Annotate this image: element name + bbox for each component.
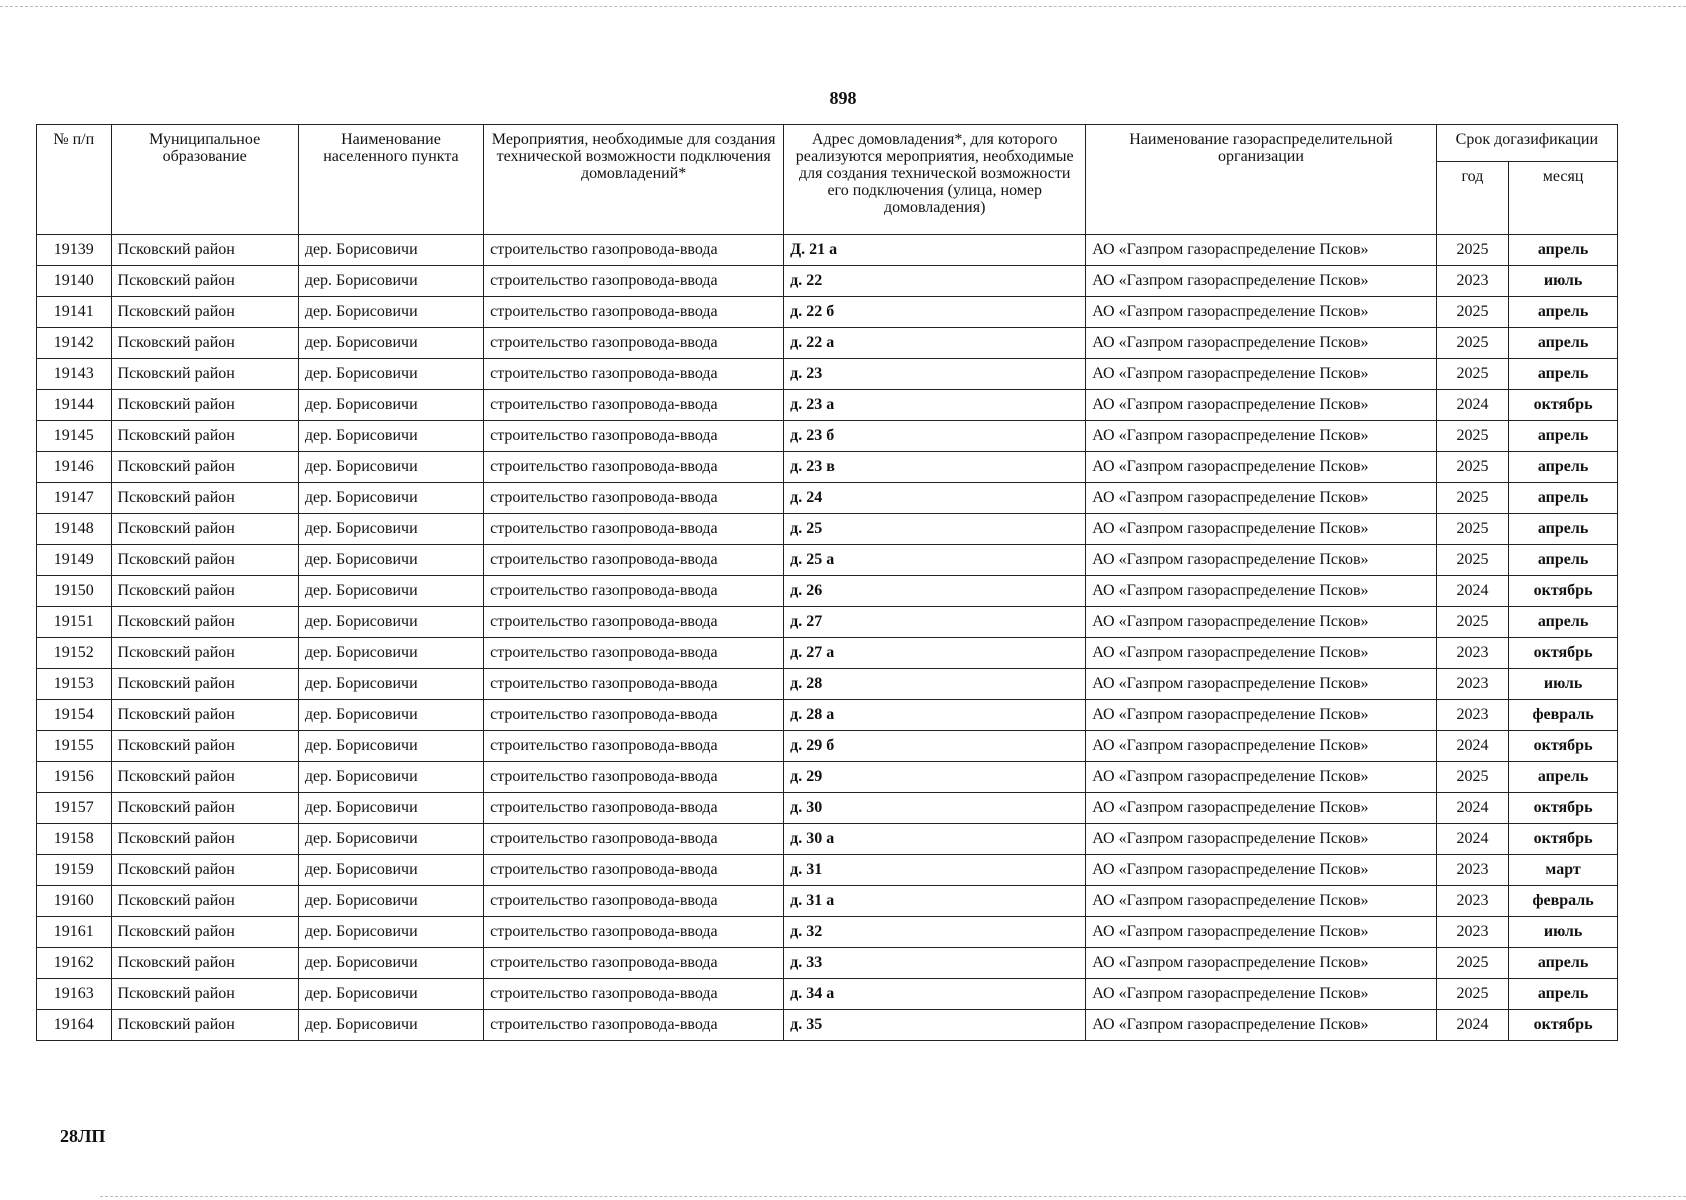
cell-address: д. 28 <box>784 669 1086 700</box>
cell-measure: строительство газопровода-ввода <box>484 328 784 359</box>
cell-settlement: дер. Борисовичи <box>298 483 483 514</box>
cell-year: 2025 <box>1436 359 1509 390</box>
cell-address: д. 29 <box>784 762 1086 793</box>
table-row <box>37 762 1618 793</box>
cell-municipality: Псковский район <box>111 731 298 762</box>
cell-gas-org: АО «Газпром газораспределение Псков» <box>1086 297 1436 328</box>
cell-num: 19162 <box>37 948 112 979</box>
cell-num: 19147 <box>37 483 112 514</box>
cell-year: 2024 <box>1436 576 1509 607</box>
cell-year: 2025 <box>1436 328 1509 359</box>
cell-gas-org: АО «Газпром газораспределение Псков» <box>1086 793 1436 824</box>
cell-settlement: дер. Борисовичи <box>298 762 483 793</box>
cell-address: д. 22 а <box>784 328 1086 359</box>
cell-gas-org: АО «Газпром газораспределение Псков» <box>1086 235 1436 266</box>
cell-year: 2024 <box>1436 731 1509 762</box>
cell-measure: строительство газопровода-ввода <box>484 452 784 483</box>
cell-settlement: дер. Борисовичи <box>298 421 483 452</box>
cell-month: октябрь <box>1509 824 1618 855</box>
cell-settlement: дер. Борисовичи <box>298 452 483 483</box>
cell-year: 2025 <box>1436 545 1509 576</box>
cell-gas-org: АО «Газпром газораспределение Псков» <box>1086 452 1436 483</box>
cell-month: апрель <box>1509 297 1618 328</box>
cell-settlement: дер. Борисовичи <box>298 328 483 359</box>
cell-municipality: Псковский район <box>111 576 298 607</box>
cell-municipality: Псковский район <box>111 979 298 1010</box>
cell-address: д. 26 <box>784 576 1086 607</box>
cell-month: октябрь <box>1509 638 1618 669</box>
cell-num: 19149 <box>37 545 112 576</box>
table-row <box>37 359 1618 390</box>
cell-gas-org: АО «Газпром газораспределение Псков» <box>1086 607 1436 638</box>
cell-measure: строительство газопровода-ввода <box>484 483 784 514</box>
cell-municipality: Псковский район <box>111 638 298 669</box>
cell-month: апрель <box>1509 514 1618 545</box>
table-row <box>37 514 1618 545</box>
cell-municipality: Псковский район <box>111 328 298 359</box>
cell-num: 19156 <box>37 762 112 793</box>
table-row <box>37 948 1618 979</box>
header-gas-org: Наименование газораспределительной организации <box>1086 125 1436 235</box>
cell-address: д. 30 а <box>784 824 1086 855</box>
page-number: 898 <box>829 88 857 108</box>
cell-measure: строительство газопровода-ввода <box>484 855 784 886</box>
cell-measure: строительство газопровода-ввода <box>484 638 784 669</box>
table-row <box>37 328 1618 359</box>
cell-gas-org: АО «Газпром газораспределение Псков» <box>1086 390 1436 421</box>
cell-year: 2025 <box>1436 235 1509 266</box>
cell-num: 19151 <box>37 607 112 638</box>
table-row <box>37 638 1618 669</box>
cell-address: д. 33 <box>784 948 1086 979</box>
table-row <box>37 266 1618 297</box>
cell-address: д. 25 а <box>784 545 1086 576</box>
cell-municipality: Псковский район <box>111 824 298 855</box>
cell-municipality: Псковский район <box>111 266 298 297</box>
cell-year: 2025 <box>1436 514 1509 545</box>
header-month: месяц <box>1509 162 1618 235</box>
cell-municipality: Псковский район <box>111 886 298 917</box>
cell-settlement: дер. Борисовичи <box>298 948 483 979</box>
cell-month: июль <box>1509 917 1618 948</box>
cell-year: 2025 <box>1436 483 1509 514</box>
cell-num: 19146 <box>37 452 112 483</box>
cell-measure: строительство газопровода-ввода <box>484 917 784 948</box>
cell-year: 2025 <box>1436 297 1509 328</box>
cell-month: апрель <box>1509 979 1618 1010</box>
table-row <box>37 235 1618 266</box>
table-row <box>37 855 1618 886</box>
table-row <box>37 545 1618 576</box>
cell-year: 2023 <box>1436 886 1509 917</box>
cell-municipality: Псковский район <box>111 514 298 545</box>
cell-month: апрель <box>1509 452 1618 483</box>
cell-measure: строительство газопровода-ввода <box>484 514 784 545</box>
cell-gas-org: АО «Газпром газораспределение Псков» <box>1086 266 1436 297</box>
cell-municipality: Псковский район <box>111 452 298 483</box>
cell-month: апрель <box>1509 483 1618 514</box>
table-row <box>37 421 1618 452</box>
cell-num: 19160 <box>37 886 112 917</box>
cell-settlement: дер. Борисовичи <box>298 576 483 607</box>
cell-num: 19153 <box>37 669 112 700</box>
cell-year: 2025 <box>1436 762 1509 793</box>
cell-municipality: Псковский район <box>111 545 298 576</box>
cell-gas-org: АО «Газпром газораспределение Псков» <box>1086 917 1436 948</box>
cell-settlement: дер. Борисовичи <box>298 359 483 390</box>
cell-municipality: Псковский район <box>111 669 298 700</box>
cell-gas-org: АО «Газпром газораспределение Псков» <box>1086 824 1436 855</box>
cell-year: 2025 <box>1436 421 1509 452</box>
table-row <box>37 793 1618 824</box>
cell-municipality: Псковский район <box>111 483 298 514</box>
cell-num: 19145 <box>37 421 112 452</box>
cell-num: 19158 <box>37 824 112 855</box>
cell-year: 2025 <box>1436 607 1509 638</box>
cell-measure: строительство газопровода-ввода <box>484 731 784 762</box>
cell-num: 19161 <box>37 917 112 948</box>
cell-settlement: дер. Борисовичи <box>298 390 483 421</box>
cell-num: 19141 <box>37 297 112 328</box>
table-row <box>37 917 1618 948</box>
cell-num: 19152 <box>37 638 112 669</box>
cell-settlement: дер. Борисовичи <box>298 514 483 545</box>
cell-settlement: дер. Борисовичи <box>298 607 483 638</box>
cell-settlement: дер. Борисовичи <box>298 824 483 855</box>
cell-gas-org: АО «Газпром газораспределение Псков» <box>1086 855 1436 886</box>
cell-address: д. 28 а <box>784 700 1086 731</box>
table-row <box>37 731 1618 762</box>
cell-gas-org: АО «Газпром газораспределение Псков» <box>1086 948 1436 979</box>
cell-gas-org: АО «Газпром газораспределение Псков» <box>1086 359 1436 390</box>
cell-measure: строительство газопровода-ввода <box>484 1010 784 1041</box>
cell-municipality: Псковский район <box>111 917 298 948</box>
cell-gas-org: АО «Газпром газораспределение Псков» <box>1086 731 1436 762</box>
cell-gas-org: АО «Газпром газораспределение Псков» <box>1086 576 1436 607</box>
cell-num: 19150 <box>37 576 112 607</box>
cell-measure: строительство газопровода-ввода <box>484 266 784 297</box>
cell-month: апрель <box>1509 545 1618 576</box>
cell-month: апрель <box>1509 762 1618 793</box>
cell-settlement: дер. Борисовичи <box>298 700 483 731</box>
cell-address: д. 23 <box>784 359 1086 390</box>
header-municipality: Муниципальное образование <box>111 125 298 235</box>
cell-measure: строительство газопровода-ввода <box>484 576 784 607</box>
cell-month: октябрь <box>1509 576 1618 607</box>
cell-year: 2023 <box>1436 917 1509 948</box>
cell-settlement: дер. Борисовичи <box>298 266 483 297</box>
cell-municipality: Псковский район <box>111 762 298 793</box>
cell-year: 2024 <box>1436 1010 1509 1041</box>
cell-measure: строительство газопровода-ввода <box>484 669 784 700</box>
cell-num: 19163 <box>37 979 112 1010</box>
cell-measure: строительство газопровода-ввода <box>484 824 784 855</box>
cell-address: д. 29 б <box>784 731 1086 762</box>
cell-municipality: Псковский район <box>111 297 298 328</box>
cell-month: июль <box>1509 669 1618 700</box>
cell-settlement: дер. Борисовичи <box>298 731 483 762</box>
cell-measure: строительство газопровода-ввода <box>484 948 784 979</box>
cell-gas-org: АО «Газпром газораспределение Псков» <box>1086 638 1436 669</box>
cell-measure: строительство газопровода-ввода <box>484 700 784 731</box>
cell-settlement: дер. Борисовичи <box>298 793 483 824</box>
cell-gas-org: АО «Газпром газораспределение Псков» <box>1086 762 1436 793</box>
cell-measure: строительство газопровода-ввода <box>484 297 784 328</box>
header-measures: Мероприятия, необходимые для создания технической возможности подключения домовладений* <box>484 125 784 235</box>
cell-gas-org: АО «Газпром газораспределение Псков» <box>1086 514 1436 545</box>
cell-measure: строительство газопровода-ввода <box>484 390 784 421</box>
cell-gas-org: АО «Газпром газораспределение Псков» <box>1086 483 1436 514</box>
cell-municipality: Псковский район <box>111 235 298 266</box>
cell-month: апрель <box>1509 359 1618 390</box>
cell-month: июль <box>1509 266 1618 297</box>
table-body <box>37 235 1618 1041</box>
cell-settlement: дер. Борисовичи <box>298 917 483 948</box>
cell-measure: строительство газопровода-ввода <box>484 359 784 390</box>
cell-year: 2023 <box>1436 669 1509 700</box>
cell-num: 19157 <box>37 793 112 824</box>
cell-settlement: дер. Борисовичи <box>298 545 483 576</box>
cell-address: д. 27 <box>784 607 1086 638</box>
cell-settlement: дер. Борисовичи <box>298 669 483 700</box>
cell-municipality: Псковский район <box>111 793 298 824</box>
cell-month: октябрь <box>1509 793 1618 824</box>
cell-num: 19144 <box>37 390 112 421</box>
cell-gas-org: АО «Газпром газораспределение Псков» <box>1086 1010 1436 1041</box>
cell-address: д. 22 <box>784 266 1086 297</box>
cell-address: д. 30 <box>784 793 1086 824</box>
cell-num: 19155 <box>37 731 112 762</box>
cell-gas-org: АО «Газпром газораспределение Псков» <box>1086 328 1436 359</box>
cell-year: 2023 <box>1436 700 1509 731</box>
cell-settlement: дер. Борисовичи <box>298 235 483 266</box>
cell-num: 19159 <box>37 855 112 886</box>
cell-year: 2024 <box>1436 793 1509 824</box>
table-row <box>37 576 1618 607</box>
header-settlement: Наименование населенного пункта <box>298 125 483 235</box>
cell-year: 2023 <box>1436 855 1509 886</box>
cell-year: 2023 <box>1436 266 1509 297</box>
table-row <box>37 390 1618 421</box>
cell-measure: строительство газопровода-ввода <box>484 607 784 638</box>
cell-address: д. 25 <box>784 514 1086 545</box>
table-row <box>37 886 1618 917</box>
cell-measure: строительство газопровода-ввода <box>484 762 784 793</box>
cell-address: д. 32 <box>784 917 1086 948</box>
cell-month: октябрь <box>1509 1010 1618 1041</box>
cell-year: 2024 <box>1436 390 1509 421</box>
table-row <box>37 607 1618 638</box>
cell-municipality: Псковский район <box>111 607 298 638</box>
cell-settlement: дер. Борисовичи <box>298 638 483 669</box>
cell-year: 2024 <box>1436 824 1509 855</box>
cell-year: 2023 <box>1436 638 1509 669</box>
cell-month: октябрь <box>1509 390 1618 421</box>
cell-month: апрель <box>1509 421 1618 452</box>
cell-address: д. 27 а <box>784 638 1086 669</box>
cell-gas-org: АО «Газпром газораспределение Псков» <box>1086 886 1436 917</box>
cell-measure: строительство газопровода-ввода <box>484 545 784 576</box>
cell-address: д. 35 <box>784 1010 1086 1041</box>
cell-num: 19140 <box>37 266 112 297</box>
scan-top-edge <box>0 6 1686 8</box>
cell-address: д. 31 а <box>784 886 1086 917</box>
header-num: № п/п <box>37 125 112 235</box>
cell-year: 2025 <box>1436 452 1509 483</box>
header-term: Срок догазификации <box>1436 125 1617 162</box>
table-row <box>37 452 1618 483</box>
cell-gas-org: АО «Газпром газораспределение Псков» <box>1086 979 1436 1010</box>
cell-municipality: Псковский район <box>111 855 298 886</box>
cell-address: д. 23 б <box>784 421 1086 452</box>
table-row <box>37 297 1618 328</box>
cell-num: 19143 <box>37 359 112 390</box>
cell-settlement: дер. Борисовичи <box>298 886 483 917</box>
cell-measure: строительство газопровода-ввода <box>484 793 784 824</box>
footer-code: 28ЛП <box>60 1126 106 1146</box>
cell-settlement: дер. Борисовичи <box>298 979 483 1010</box>
cell-address: Д. 21 а <box>784 235 1086 266</box>
cell-municipality: Псковский район <box>111 1010 298 1041</box>
cell-address: д. 24 <box>784 483 1086 514</box>
cell-settlement: дер. Борисовичи <box>298 855 483 886</box>
cell-municipality: Псковский район <box>111 421 298 452</box>
cell-gas-org: АО «Газпром газораспределение Псков» <box>1086 700 1436 731</box>
cell-municipality: Псковский район <box>111 700 298 731</box>
cell-month: апрель <box>1509 235 1618 266</box>
cell-num: 19139 <box>37 235 112 266</box>
table-row <box>37 483 1618 514</box>
cell-month: апрель <box>1509 607 1618 638</box>
cell-settlement: дер. Борисовичи <box>298 1010 483 1041</box>
header-year: год <box>1436 162 1509 235</box>
cell-num: 19164 <box>37 1010 112 1041</box>
cell-num: 19148 <box>37 514 112 545</box>
table-row <box>37 700 1618 731</box>
cell-address: д. 31 <box>784 855 1086 886</box>
table-row <box>37 669 1618 700</box>
cell-year: 2025 <box>1436 948 1509 979</box>
cell-month: октябрь <box>1509 731 1618 762</box>
table-row <box>37 979 1618 1010</box>
cell-settlement: дер. Борисовичи <box>298 297 483 328</box>
gasification-table <box>36 124 1618 1041</box>
cell-measure: строительство газопровода-ввода <box>484 886 784 917</box>
cell-month: февраль <box>1509 886 1618 917</box>
cell-year: 2025 <box>1436 979 1509 1010</box>
scan-bottom-edge <box>100 1196 1686 1198</box>
cell-municipality: Псковский район <box>111 359 298 390</box>
cell-address: д. 23 а <box>784 390 1086 421</box>
cell-municipality: Псковский район <box>111 948 298 979</box>
cell-measure: строительство газопровода-ввода <box>484 235 784 266</box>
cell-num: 19154 <box>37 700 112 731</box>
cell-gas-org: АО «Газпром газораспределение Псков» <box>1086 545 1436 576</box>
cell-address: д. 34 а <box>784 979 1086 1010</box>
cell-address: д. 22 б <box>784 297 1086 328</box>
table-row <box>37 1010 1618 1041</box>
cell-municipality: Псковский район <box>111 390 298 421</box>
cell-measure: строительство газопровода-ввода <box>484 421 784 452</box>
cell-month: апрель <box>1509 948 1618 979</box>
cell-month: март <box>1509 855 1618 886</box>
cell-gas-org: АО «Газпром газораспределение Псков» <box>1086 421 1436 452</box>
header-address: Адрес домовладения*, для которого реализуются мероприятия, необходимые для создания технической возможности его подключения (улица, номер домовладения) <box>784 125 1086 235</box>
cell-gas-org: АО «Газпром газораспределение Псков» <box>1086 669 1436 700</box>
cell-month: февраль <box>1509 700 1618 731</box>
cell-month: апрель <box>1509 328 1618 359</box>
cell-address: д. 23 в <box>784 452 1086 483</box>
cell-measure: строительство газопровода-ввода <box>484 979 784 1010</box>
table-header <box>37 125 1618 235</box>
table-row <box>37 824 1618 855</box>
cell-num: 19142 <box>37 328 112 359</box>
